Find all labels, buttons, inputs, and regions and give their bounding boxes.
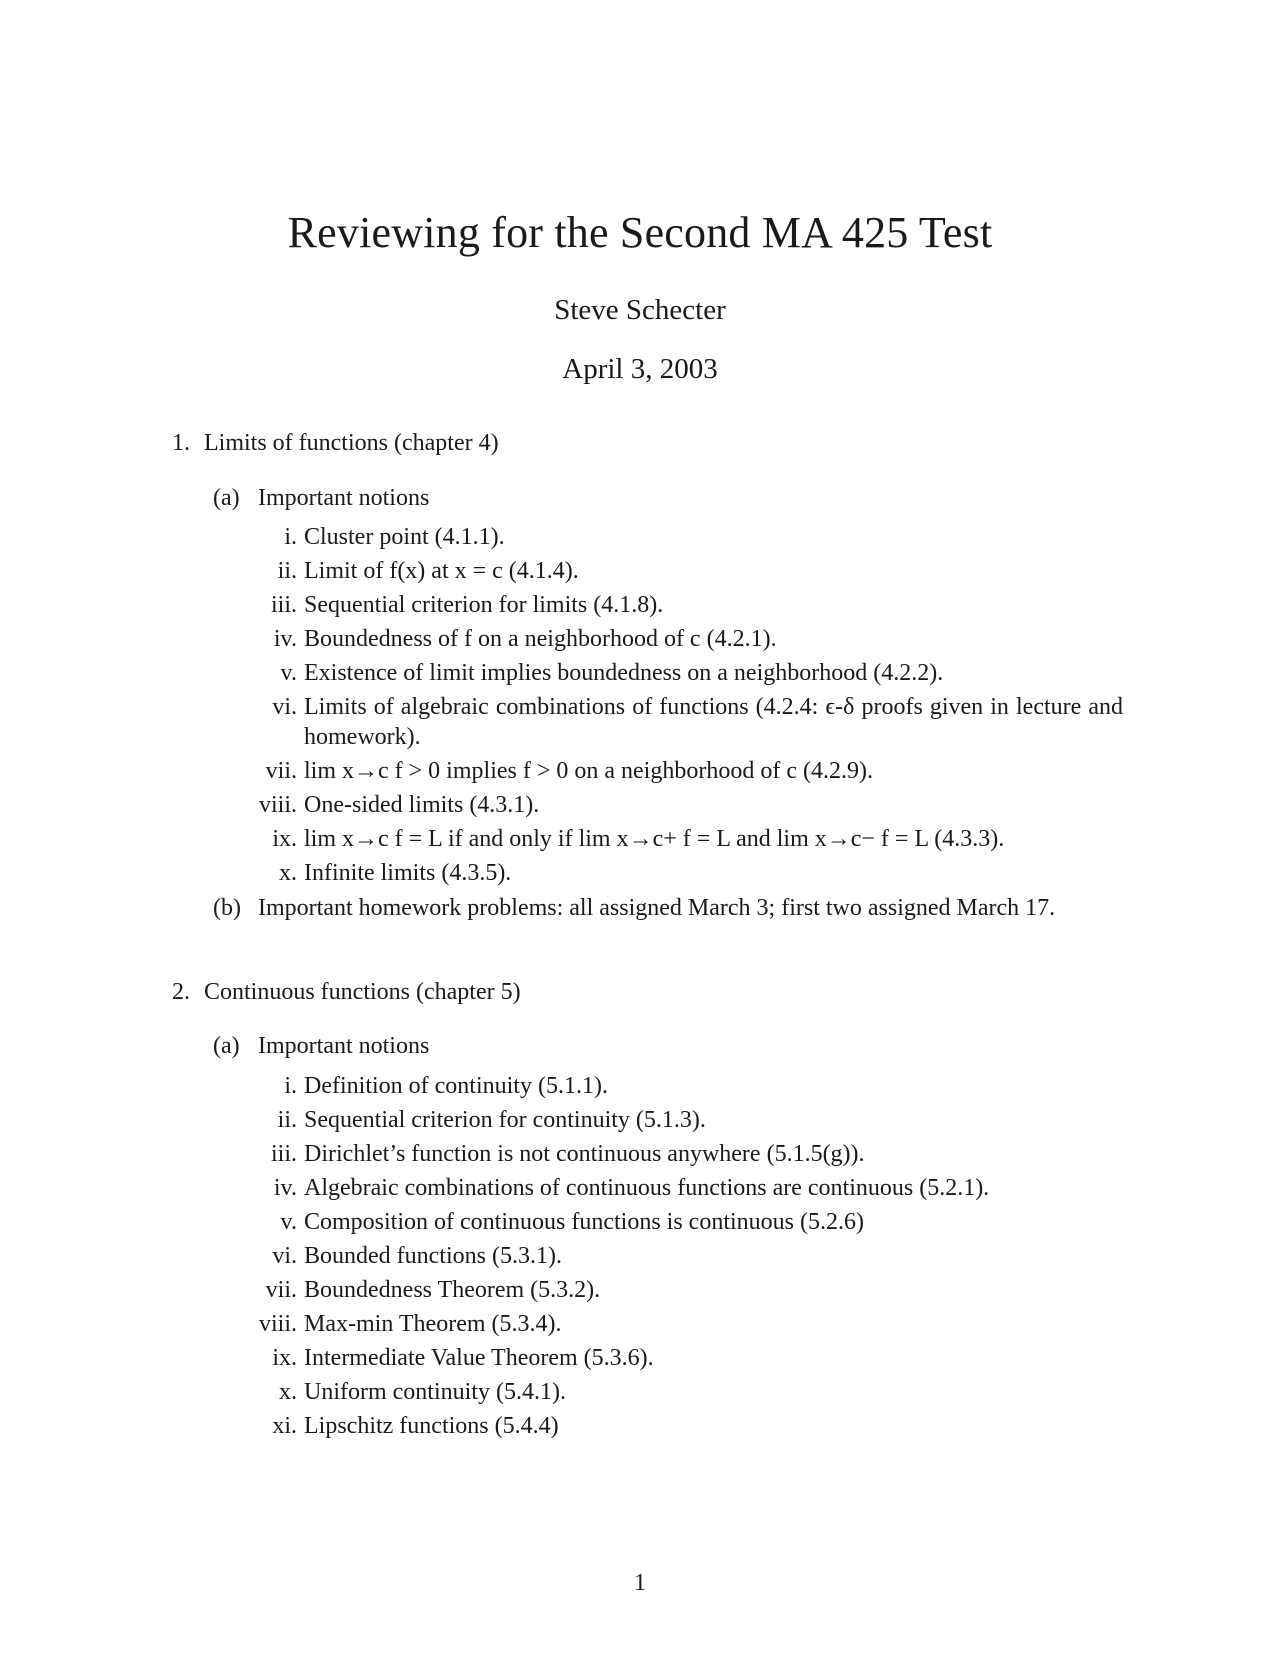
item-numeral: viii.	[258, 1311, 297, 1337]
document-author: Steve Schecter	[554, 294, 726, 326]
section-2-subsection-a	[213, 1031, 1123, 1061]
list-item	[240, 824, 1123, 858]
item-text: Sequential criterion for limits (4.1.8).	[304, 592, 664, 618]
list-item	[240, 1071, 1123, 1105]
item-numeral: v.	[280, 660, 297, 686]
item-numeral: ii.	[277, 1107, 297, 1133]
document-date: April 3, 2003	[562, 353, 718, 385]
item-text: Sequential criterion for continuity (5.1.3).	[304, 1107, 706, 1133]
list-item	[240, 790, 1123, 824]
list-item	[240, 522, 1123, 556]
item-text: Lipschitz functions (5.4.4)	[304, 1413, 559, 1439]
section-1-heading	[172, 428, 499, 458]
item-numeral: vi.	[272, 694, 297, 720]
list-item	[240, 1275, 1123, 1309]
item-text: Infinite limits (4.3.5).	[304, 860, 512, 886]
item-numeral: i.	[284, 1073, 297, 1099]
section-2-heading	[172, 977, 521, 1007]
list-item	[240, 1173, 1123, 1207]
item-numeral: viii.	[258, 792, 297, 818]
item-numeral: ii.	[277, 558, 297, 584]
item-text: Algebraic combinations of continuous functions are continuous (5.2.1).	[304, 1175, 990, 1201]
list-item	[240, 658, 1123, 692]
item-text: Composition of continuous functions is continuous (5.2.6)	[304, 1209, 864, 1235]
item-text: lim x→c f > 0 implies f > 0 on a neighborhood of c (4.2.9).	[304, 758, 873, 784]
item-numeral: vii.	[265, 758, 297, 784]
list-item	[240, 1343, 1123, 1377]
list-item	[240, 1411, 1123, 1445]
list-item	[240, 1241, 1123, 1275]
item-text: Intermediate Value Theorem (5.3.6).	[304, 1345, 654, 1371]
item-text: Cluster point (4.1.1).	[304, 524, 505, 550]
subsection-text: Important notions	[258, 485, 430, 511]
item-numeral: i.	[284, 524, 297, 550]
section-2-notions-list	[240, 1071, 1123, 1445]
page-number: 1	[634, 1570, 646, 1596]
list-item	[240, 1105, 1123, 1139]
list-item	[240, 590, 1123, 624]
item-text: Limits of algebraic combinations of functions (4.2.4: ϵ-δ proofs given in lecture and homework).	[304, 694, 1123, 750]
item-numeral: vi.	[272, 1243, 297, 1269]
section-title: Continuous functions (chapter 5)	[204, 979, 521, 1005]
item-numeral: vii.	[265, 1277, 297, 1303]
list-item	[240, 1139, 1123, 1173]
section-1-subsection-a	[213, 483, 1123, 513]
item-text: Definition of continuity (5.1.1).	[304, 1073, 608, 1099]
subsection-text: Important notions	[258, 1033, 430, 1059]
item-numeral: iv.	[273, 626, 297, 652]
item-numeral: ix.	[272, 826, 297, 852]
item-text: Dirichlet’s function is not continuous anywhere (5.1.5(g)).	[304, 1141, 865, 1167]
list-item	[240, 858, 1123, 892]
item-text: Limit of f(x) at x = c (4.1.4).	[304, 558, 579, 584]
section-1-notions-list	[240, 522, 1123, 892]
subsection-text: Important homework problems: all assigned March 3; first two assigned March 17.	[258, 895, 1056, 921]
section-number: 2.	[172, 979, 190, 1005]
subsection-label: (a)	[213, 485, 240, 511]
list-item	[240, 1207, 1123, 1241]
item-numeral: iii.	[270, 1141, 297, 1167]
section-title: Limits of functions (chapter 4)	[204, 430, 499, 456]
item-text: Existence of limit implies boundedness on a neighborhood (4.2.2).	[304, 660, 944, 686]
item-text: Uniform continuity (5.4.1).	[304, 1379, 566, 1405]
item-numeral: x.	[279, 860, 297, 886]
item-text: Bounded functions (5.3.1).	[304, 1243, 562, 1269]
item-numeral: ix.	[272, 1345, 297, 1371]
item-numeral: iii.	[270, 592, 297, 618]
item-text: lim x→c f = L if and only if lim x→c+ f = L and lim x→c− f = L (4.3.3).	[304, 826, 1005, 852]
list-item	[240, 1377, 1123, 1411]
subsection-label: (b)	[213, 895, 241, 921]
item-numeral: xi.	[272, 1413, 297, 1439]
item-numeral: iv.	[273, 1175, 297, 1201]
item-numeral: v.	[280, 1209, 297, 1235]
subsection-label: (a)	[213, 1033, 240, 1059]
item-text: Boundedness Theorem (5.3.2).	[304, 1277, 601, 1303]
list-item	[240, 1309, 1123, 1343]
item-text: One-sided limits (4.3.1).	[304, 792, 540, 818]
section-number: 1.	[172, 430, 190, 456]
item-numeral: x.	[279, 1379, 297, 1405]
list-item	[240, 556, 1123, 590]
item-text: Boundedness of f on a neighborhood of c (4.2.1).	[304, 626, 777, 652]
list-item	[240, 756, 1123, 790]
document-title: Reviewing for the Second MA 425 Test	[287, 208, 993, 257]
item-text: Max-min Theorem (5.3.4).	[304, 1311, 562, 1337]
list-item	[240, 624, 1123, 658]
section-1-subsection-b	[213, 893, 1123, 923]
list-item	[240, 692, 1123, 756]
